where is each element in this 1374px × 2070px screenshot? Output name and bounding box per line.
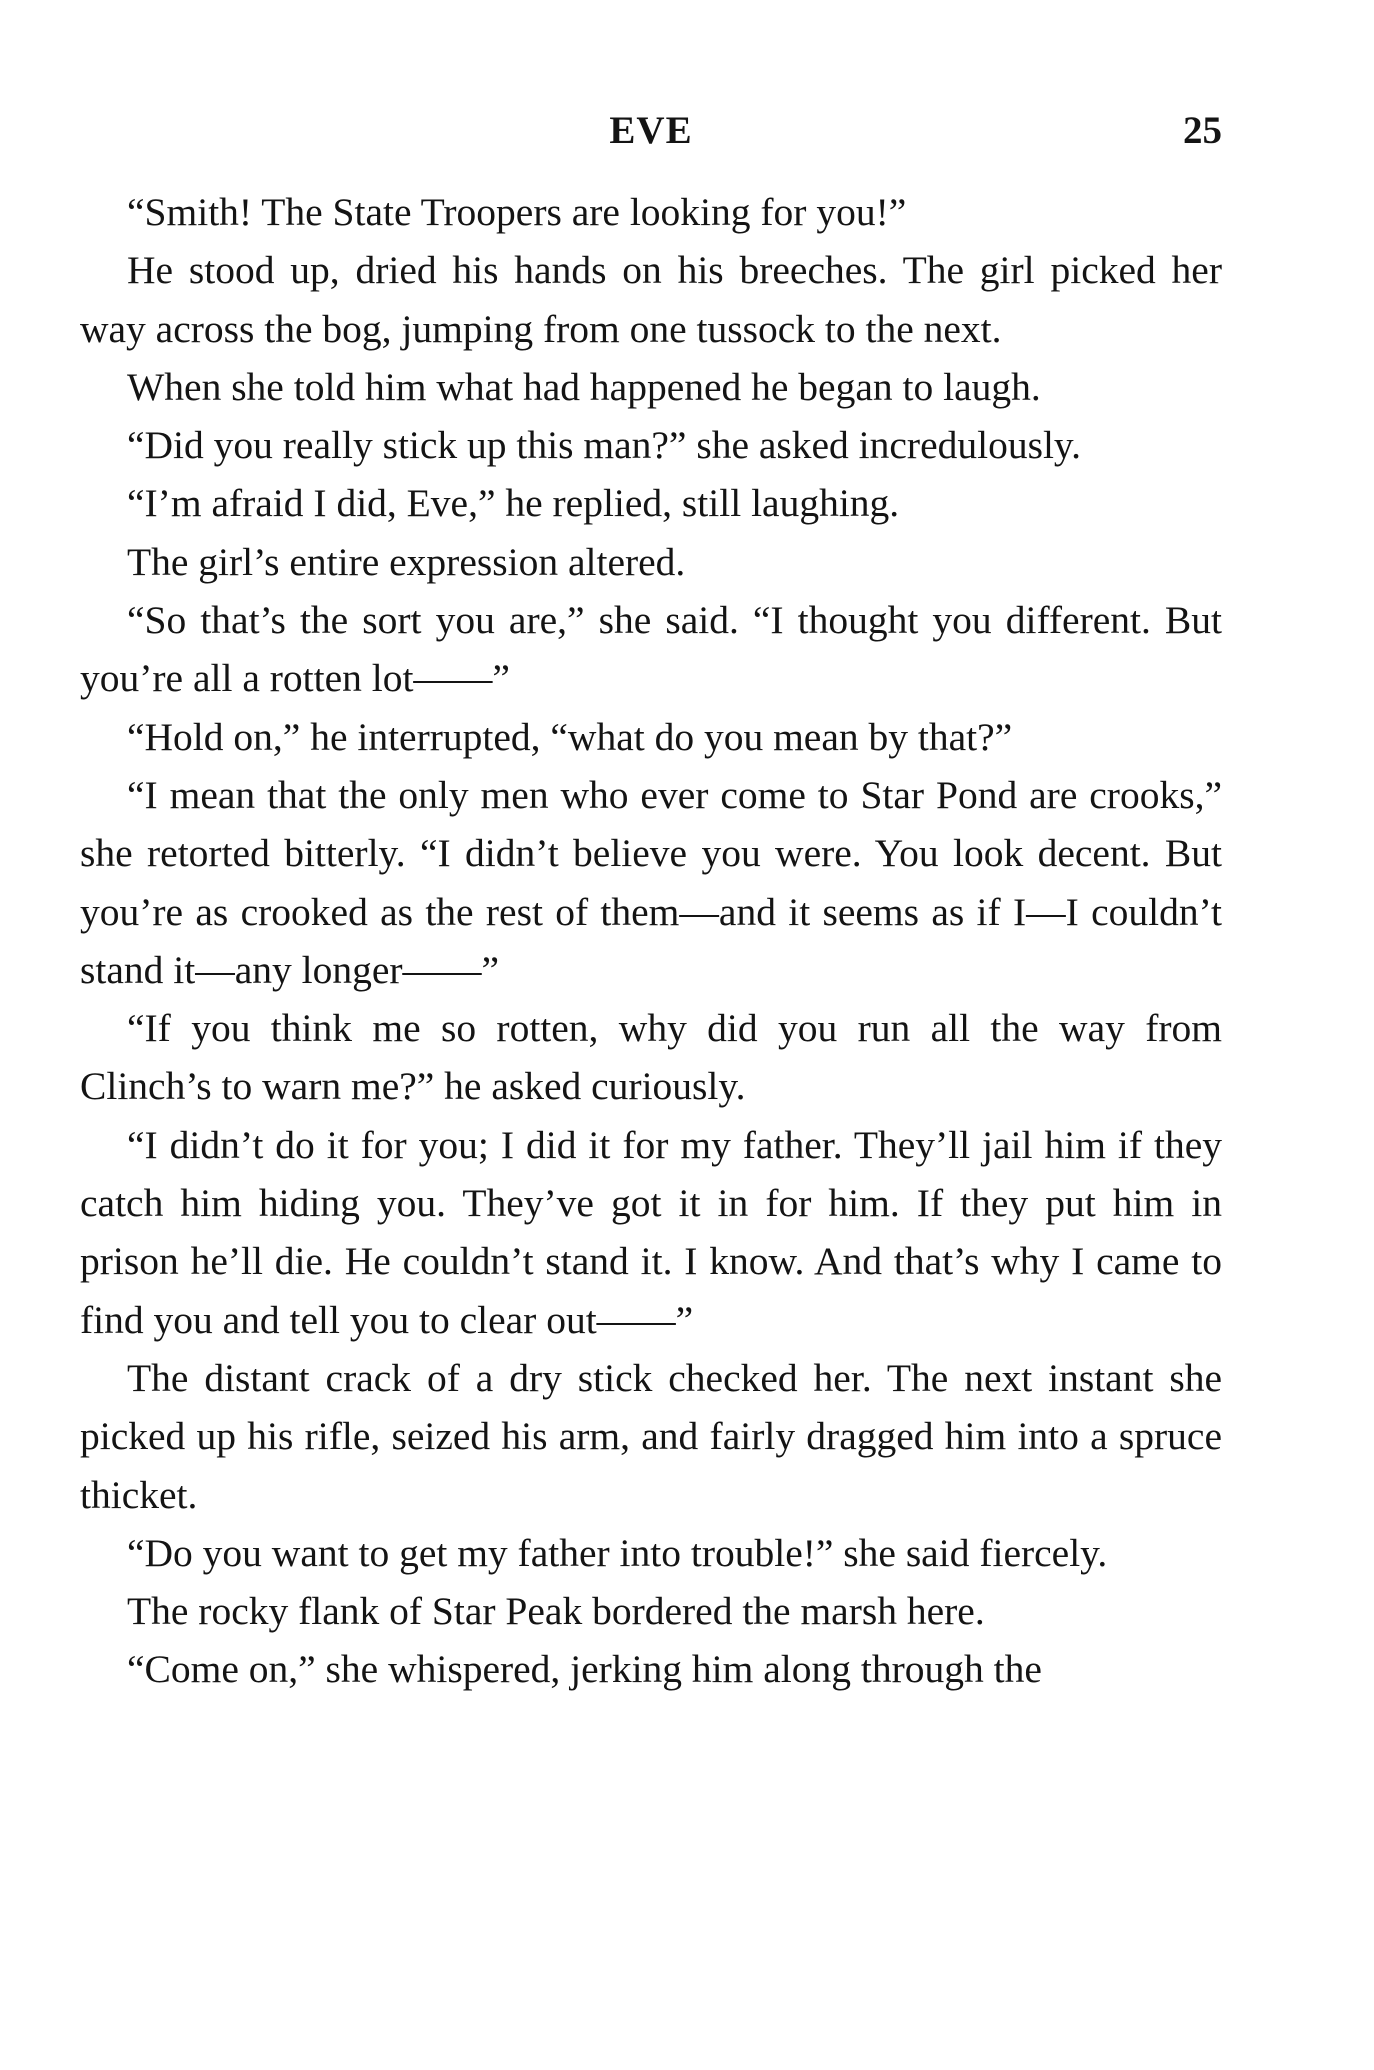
paragraph: “I mean that the only men who ever come to Star Pond are crooks,” she retorted bitterly. “I didn’t believe you were. You look decent. But you’re as crooked as the rest of them—and it seems as if I—I couldn’t stand it—any longer——” [80,772,1222,992]
paragraph: The girl’s entire expression altered. [127,539,686,584]
paragraph: “If you think me so rotten, why did you run all the way from Clinch’s to warn me?” he asked curiously. [80,1006,1222,1109]
paragraph: “Do you want to get my father into trouble!” she said fiercely. [127,1530,1108,1575]
paragraph: When she told him what had happened he began to laugh. [127,364,1041,409]
paragraph: “So that’s the sort you are,” she said. “I thought you different. But you’re all a rotten lot——” [80,598,1222,701]
chapter-title: EVE [609,109,693,152]
body-text [80,183,1222,1699]
paragraph: He stood up, dried his hands on his breeches. The girl picked her way across the bog, jumping from one tussock to the next. [80,248,1222,351]
running-head [80,108,1222,168]
paragraph: “Hold on,” he interrupted, “what do you mean by that?” [127,714,1013,759]
paragraph: “Smith! The State Troopers are looking for you!” [127,190,907,234]
paragraph: The rocky flank of Star Peak bordered the marsh here. [127,1589,985,1634]
paragraph: “I didn’t do it for you; I did it for my father. They’ll jail him if they catch him hiding you. They’ve got it in for him. If they put him in prison he’ll die. He couldn’t stand it. I know. And that’s why I came to find you and tell you to clear out——” [80,1122,1222,1342]
paragraph: “Come on,” she whispered, jerking him along through the [127,1647,1042,1692]
paragraph: “Did you really stick up this man?” she asked incredulously. [127,423,1081,468]
paragraph: “I’m afraid I did, Eve,” he replied, still laughing. [127,481,900,526]
paragraph: The distant crack of a dry stick checked her. The next instant she picked up his rifle, seized his arm, and fairly dragged him into a spruce thicket. [80,1355,1222,1517]
page-number: 25 [1183,109,1222,152]
